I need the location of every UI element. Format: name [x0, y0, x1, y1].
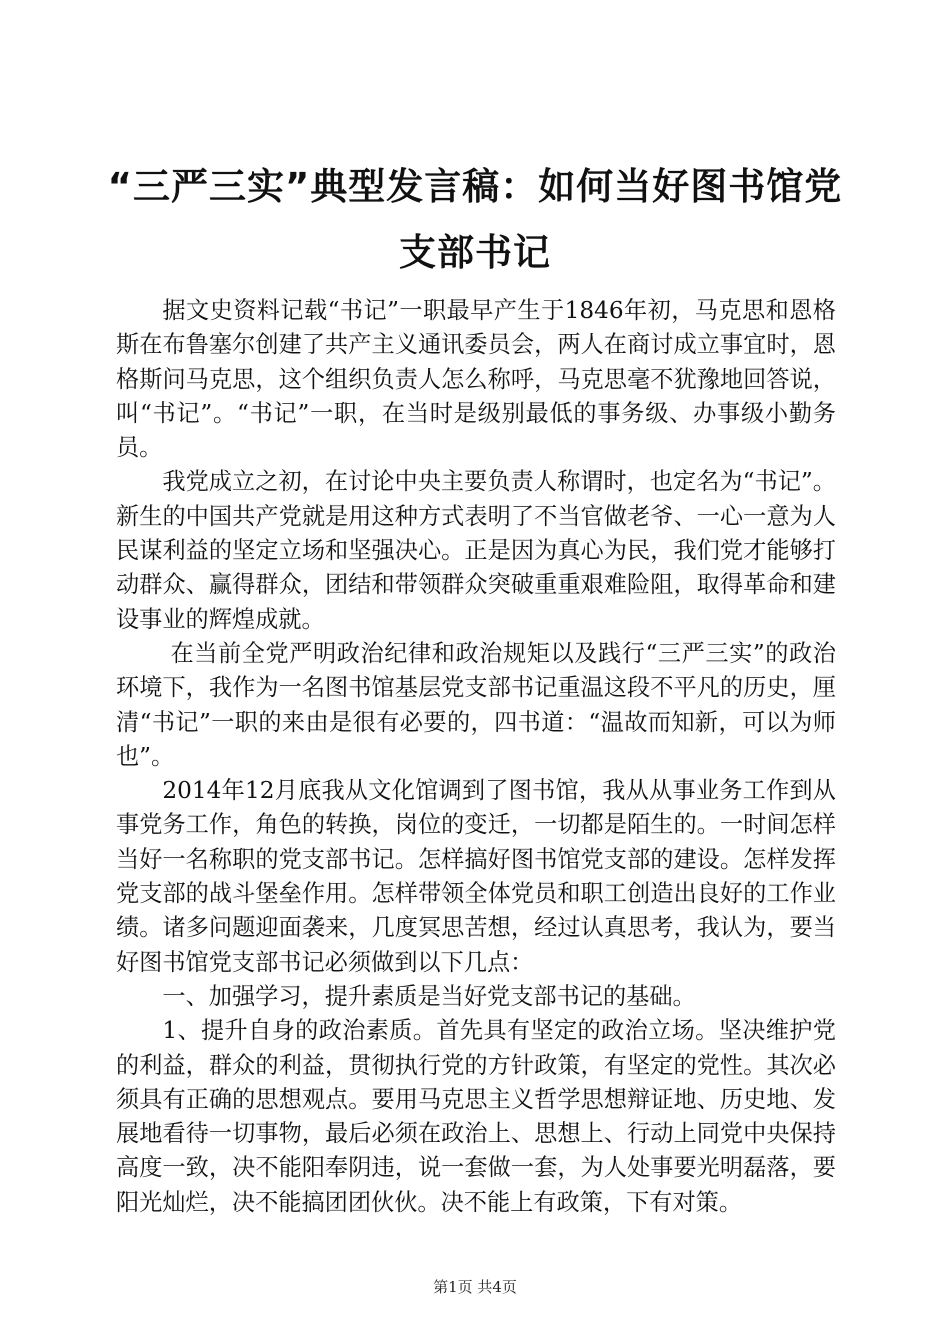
page-number-footer: 第1页 共4页	[433, 1278, 517, 1296]
paragraph-1: 据文史资料记载“书记”一职最早产生于1846年初，马克思和恩格斯在布鲁塞尔创建了共产主义通讯委员会，两人在商讨成立事宜时，恩格斯问马克思，这个组织负责人怎么称呼，马克思毫不犹豫地回答说，叫“书记”。“书记”一职，在当时是级别最低的事务级、办事级小勤务员。	[116, 297, 836, 462]
paragraph-4: 2014年12月底我从文化馆调到了图书馆，我从从事业务工作到从事党务工作，角色的转换，岗位的变迁，一切都是陌生的。一时间怎样当好一名称职的党支部书记。怎样搞好图书馆党支部的建设。怎样发挥党支部的战斗堡垒作用。怎样带领全体党员和职工创造出良好的工作业绩。诸多问题迎面袭来，几度冥思苦想，经过认真思考，我认为，要当好图书馆党支部书记必须做到以下几点：	[116, 777, 836, 976]
paragraph-5: 一、加强学习，提升素质是当好党支部书记的基础。	[162, 982, 696, 1010]
paragraph-2: 我党成立之初，在讨论中央主要负责人称谓时，也定名为“书记”。新生的中国共产党就是用这种方式表明了不当官做老爷、一心一意为人民谋利益的坚定立场和坚强决心。正是因为真心为民，我们党才能够打动群众、赢得群众，团结和带领群众突破重重艰难险阻，取得革命和建设事业的辉煌成就。	[116, 468, 836, 633]
paragraph-6: 1、提升自身的政治素质。首先具有坚定的政治立场。坚决维护党的利益，群众的利益，贯彻执行党的方针政策，有坚定的党性。其次必须具有正确的思想观点。要用马克思主义哲学思想辩证地、历史地、发展地看待一切事物，最后必须在政治上、思想上、行动上同党中央保持高度一致，决不能阳奉阴违，说一套做一套，为人处事要光明磊落，要阳光灿烂，决不能搞团团伙伙。决不能上有政策，下有对策。	[116, 1017, 836, 1216]
document-title-line-1: “三严三实”典型发言稿：如何当好图书馆党	[107, 165, 843, 208]
paragraph-3: 在当前全党严明政治纪律和政治规矩以及践行“三严三实”的政治环境下，我作为一名图书馆基层党支部书记重温这段不平凡的历史，厘清“书记”一职的来由是很有必要的，四书道：“温故而知新，可以为师也”。	[116, 639, 836, 770]
document-title-line-2: 支部书记	[399, 231, 551, 274]
document-body	[116, 294, 836, 1220]
